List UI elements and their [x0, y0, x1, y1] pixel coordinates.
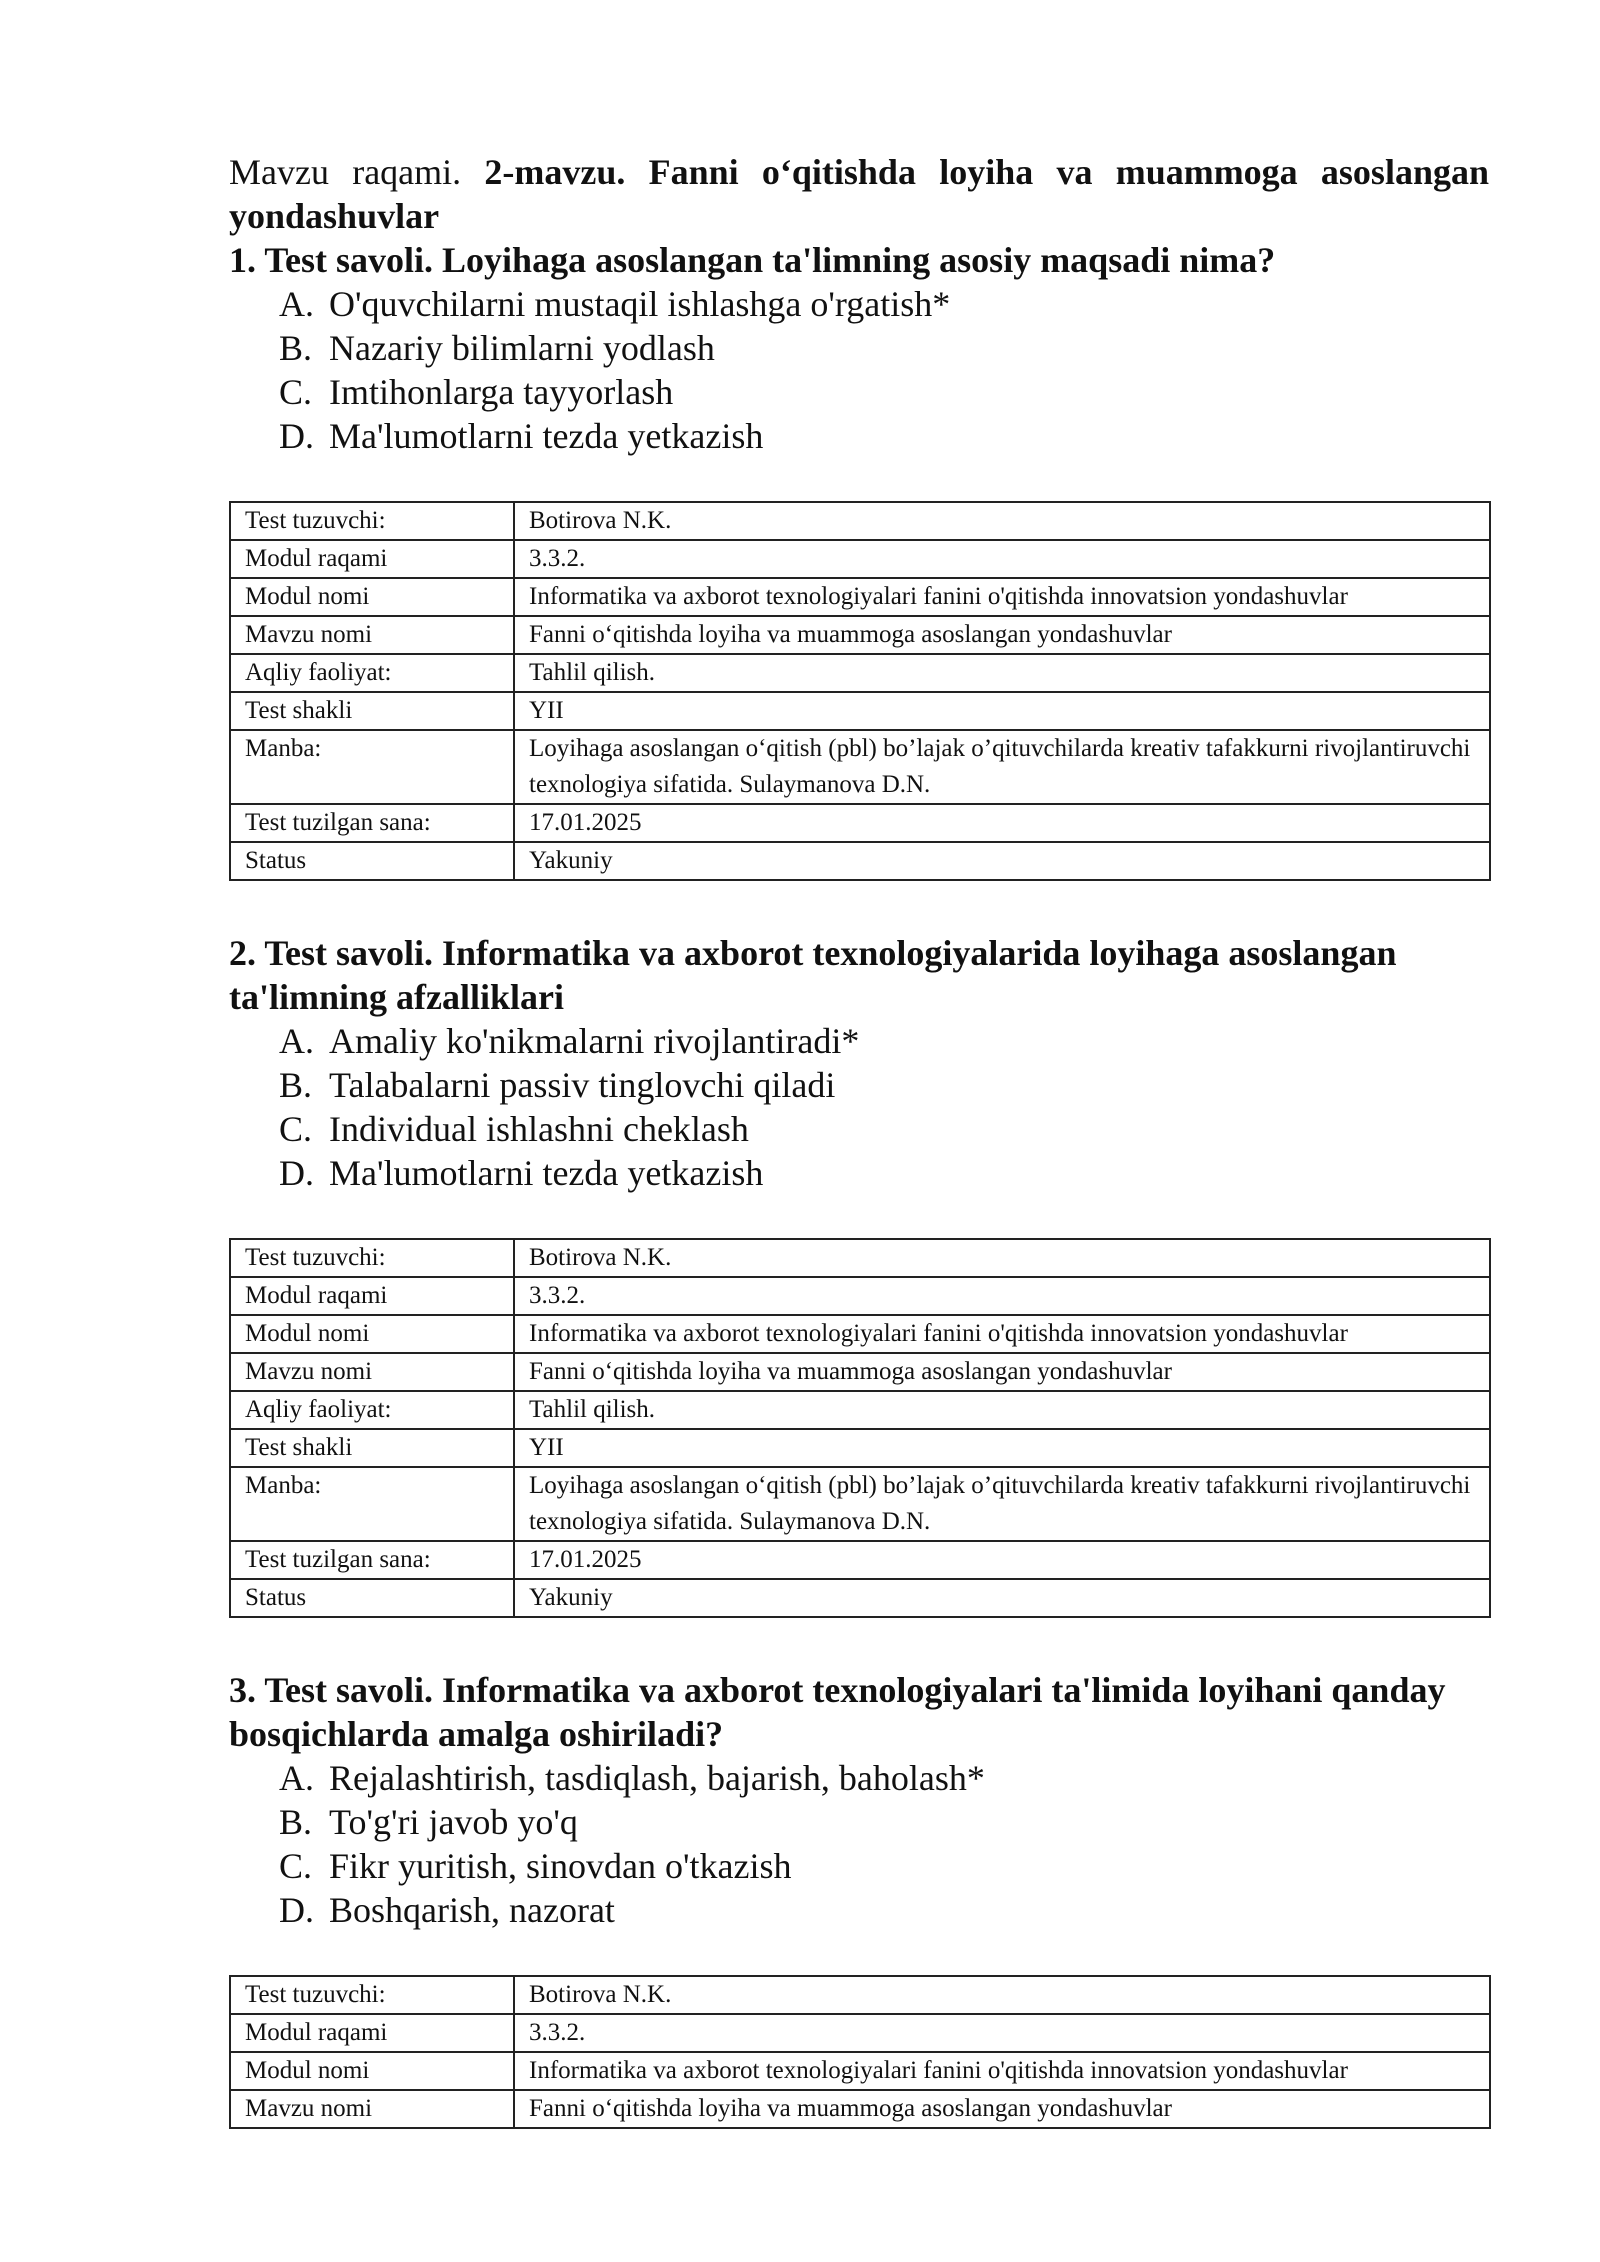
topic-label: Mavzu raqami.	[229, 152, 462, 192]
document-content	[229, 150, 1489, 2129]
answer-option	[279, 282, 1489, 326]
answer-list	[229, 282, 1489, 458]
meta-value: 3.3.2.	[514, 2014, 1490, 2052]
meta-label: Mavzu nomi	[230, 1353, 514, 1391]
answer-letter: C.	[279, 1846, 313, 1886]
meta-row	[230, 1467, 1490, 1541]
meta-value: Botirova N.K.	[514, 1976, 1490, 2014]
meta-value: Fanni o‘qitishda loyiha va muammoga asoslangan yondashuvlar	[514, 2090, 1490, 2128]
answer-option	[279, 1019, 1489, 1063]
meta-value: Yakuniy	[514, 1579, 1490, 1617]
meta-row	[230, 654, 1490, 692]
question-title: 2. Test savoli. Informatika va axborot texnologiyalarida loyihaga asoslangan ta'limning afzalliklari	[229, 933, 1397, 1017]
meta-row	[230, 616, 1490, 654]
meta-row	[230, 842, 1490, 880]
question-title: 3. Test savoli. Informatika va axborot texnologiyalari ta'limida loyihani qanday bosqichlarda amalga oshiriladi?	[229, 1670, 1446, 1754]
meta-label: Mavzu nomi	[230, 2090, 514, 2128]
meta-row	[230, 502, 1490, 540]
meta-value: Informatika va axborot texnologiyalari fanini o'qitishda innovatsion yondashuvlar	[514, 1315, 1490, 1353]
question-block	[229, 238, 1489, 881]
meta-label: Aqliy faoliyat:	[230, 1391, 514, 1429]
answer-text: Amaliy ko'nikmalarni rivojlantiradi*	[329, 1021, 860, 1061]
meta-row	[230, 1579, 1490, 1617]
topic-heading	[229, 150, 1489, 238]
answer-list	[229, 1019, 1489, 1195]
answer-option	[279, 414, 1489, 458]
answer-option	[279, 1107, 1489, 1151]
answer-letter: D.	[279, 416, 314, 456]
meta-row	[230, 692, 1490, 730]
meta-row	[230, 2014, 1490, 2052]
meta-value: Informatika va axborot texnologiyalari fanini o'qitishda innovatsion yondashuvlar	[514, 578, 1490, 616]
question-title: 1. Test savoli. Loyihaga asoslangan ta'limning asosiy maqsadi nima?	[229, 240, 1276, 280]
meta-label: Modul raqami	[230, 540, 514, 578]
meta-value: Loyihaga asoslangan o‘qitish (pbl) bo’lajak o’qituvchilarda kreativ tafakkurni rivojlantiruvchi texnologiya sifatida. Sulaymanova D.N.	[514, 730, 1490, 804]
meta-label: Test shakli	[230, 692, 514, 730]
answer-option	[279, 1756, 1489, 1800]
meta-row	[230, 2052, 1490, 2090]
meta-row	[230, 1353, 1490, 1391]
meta-row	[230, 1277, 1490, 1315]
meta-value: Informatika va axborot texnologiyalari fanini o'qitishda innovatsion yondashuvlar	[514, 2052, 1490, 2090]
answer-option	[279, 1151, 1489, 1195]
meta-value: Fanni o‘qitishda loyiha va muammoga asoslangan yondashuvlar	[514, 1353, 1490, 1391]
meta-value: Tahlil qilish.	[514, 654, 1490, 692]
meta-row	[230, 1391, 1490, 1429]
answer-option	[279, 1063, 1489, 1107]
answer-text: Imtihonlarga tayyorlash	[329, 372, 674, 412]
meta-label: Status	[230, 842, 514, 880]
answer-text: Fikr yuritish, sinovdan o'tkazish	[329, 1846, 792, 1886]
answer-letter: B.	[279, 1065, 313, 1105]
meta-value: 3.3.2.	[514, 1277, 1490, 1315]
meta-value: YII	[514, 692, 1490, 730]
meta-value: YII	[514, 1429, 1490, 1467]
question-meta-table	[229, 1975, 1491, 2129]
meta-value: Fanni o‘qitishda loyiha va muammoga asoslangan yondashuvlar	[514, 616, 1490, 654]
answer-option	[279, 326, 1489, 370]
meta-value: 3.3.2.	[514, 540, 1490, 578]
meta-label: Modul nomi	[230, 578, 514, 616]
answer-text: Individual ishlashni cheklash	[329, 1109, 749, 1149]
meta-row	[230, 1541, 1490, 1579]
answer-letter: D.	[279, 1890, 314, 1930]
meta-row	[230, 1239, 1490, 1277]
meta-value: Loyihaga asoslangan o‘qitish (pbl) bo’lajak o’qituvchilarda kreativ tafakkurni rivojlantiruvchi texnologiya sifatida. Sulaymanova D.N.	[514, 1467, 1490, 1541]
meta-label: Test shakli	[230, 1429, 514, 1467]
answer-text: Rejalashtirish, tasdiqlash, bajarish, baholash*	[329, 1758, 985, 1798]
meta-label: Manba:	[230, 1467, 514, 1541]
question-meta-table	[229, 501, 1491, 881]
meta-label: Test tuzilgan sana:	[230, 804, 514, 842]
meta-value: 17.01.2025	[514, 1541, 1490, 1579]
answer-option	[279, 1888, 1489, 1932]
answer-letter: C.	[279, 372, 313, 412]
answer-text: O'quvchilarni mustaqil ishlashga o'rgatish*	[329, 284, 951, 324]
meta-row	[230, 1976, 1490, 2014]
meta-label: Modul nomi	[230, 1315, 514, 1353]
answer-option	[279, 1844, 1489, 1888]
meta-label: Test tuzuvchi:	[230, 1239, 514, 1277]
answer-text: Boshqarish, nazorat	[329, 1890, 615, 1930]
meta-row	[230, 730, 1490, 804]
answer-letter: D.	[279, 1153, 314, 1193]
answer-text: Talabalarni passiv tinglovchi qiladi	[329, 1065, 836, 1105]
meta-label: Manba:	[230, 730, 514, 804]
meta-label: Test tuzuvchi:	[230, 1976, 514, 2014]
meta-label: Test tuzilgan sana:	[230, 1541, 514, 1579]
meta-row	[230, 1429, 1490, 1467]
meta-label: Status	[230, 1579, 514, 1617]
meta-label: Modul raqami	[230, 1277, 514, 1315]
meta-label: Test tuzuvchi:	[230, 502, 514, 540]
meta-value: 17.01.2025	[514, 804, 1490, 842]
meta-row	[230, 1315, 1490, 1353]
question-block	[229, 931, 1489, 1618]
meta-label: Modul raqami	[230, 2014, 514, 2052]
answer-letter: A.	[279, 1758, 314, 1798]
answer-text: Ma'lumotlarni tezda yetkazish	[329, 1153, 764, 1193]
answer-option	[279, 370, 1489, 414]
answer-letter: A.	[279, 1021, 314, 1061]
question-meta-table	[229, 1238, 1491, 1618]
meta-row	[230, 540, 1490, 578]
answer-letter: A.	[279, 284, 314, 324]
answer-letter: B.	[279, 1802, 313, 1842]
answer-list	[229, 1756, 1489, 1932]
answer-option	[279, 1800, 1489, 1844]
topic-title: 2-mavzu. Fanni o‘qitishda loyiha va muammoga asoslangan yondashuvlar	[229, 152, 1489, 236]
meta-row	[230, 578, 1490, 616]
meta-value: Tahlil qilish.	[514, 1391, 1490, 1429]
meta-label: Modul nomi	[230, 2052, 514, 2090]
meta-row	[230, 2090, 1490, 2128]
meta-value: Botirova N.K.	[514, 1239, 1490, 1277]
answer-text: Ma'lumotlarni tezda yetkazish	[329, 416, 764, 456]
meta-value: Yakuniy	[514, 842, 1490, 880]
meta-label: Mavzu nomi	[230, 616, 514, 654]
meta-row	[230, 804, 1490, 842]
meta-label: Aqliy faoliyat:	[230, 654, 514, 692]
answer-letter: B.	[279, 328, 313, 368]
answer-text: To'g'ri javob yo'q	[329, 1802, 578, 1842]
answer-text: Nazariy bilimlarni yodlash	[329, 328, 715, 368]
meta-value: Botirova N.K.	[514, 502, 1490, 540]
answer-letter: C.	[279, 1109, 313, 1149]
question-block	[229, 1668, 1489, 2129]
